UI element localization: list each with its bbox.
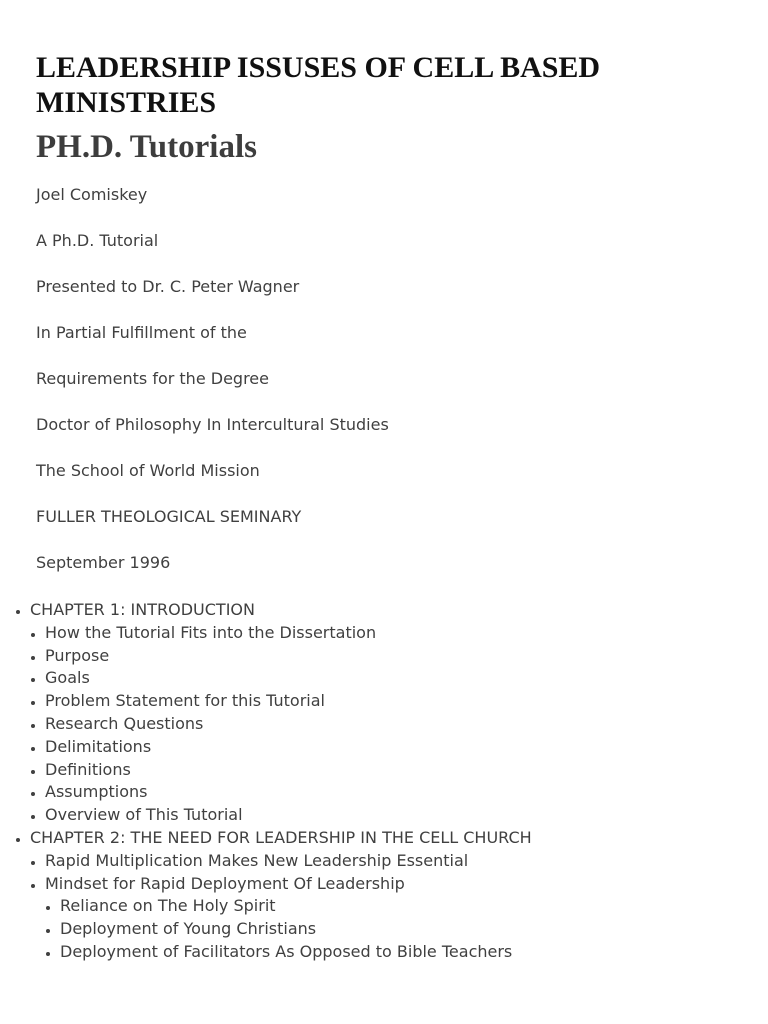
- toc-chapter-2-sections: [30, 850, 732, 964]
- toc-item[interactable]: • Research Questions: [45, 713, 732, 736]
- toc-item-label[interactable]: Mindset for Rapid Deployment Of Leadership: [45, 873, 405, 893]
- toc-subsections: [45, 895, 732, 963]
- table-of-contents: [0, 599, 732, 964]
- toc-item[interactable]: • Problem Statement for this Tutorial: [45, 690, 732, 713]
- toc-item[interactable]: • Purpose: [45, 645, 732, 668]
- toc-chapter-1-label[interactable]: CHAPTER 1: INTRODUCTION: [30, 600, 255, 619]
- document-title: LEADERSHIP ISSUSES OF CELL BASED MINISTRIES: [36, 51, 601, 119]
- document-type: A Ph.D. Tutorial: [36, 231, 159, 250]
- toc-item[interactable]: • Rapid Multiplication Makes New Leadership Essential: [45, 850, 732, 873]
- document-subtitle: PH.D. Tutorials: [36, 129, 257, 165]
- requirements-line: Requirements for the Degree: [36, 369, 269, 388]
- toc-chapter-2[interactable]: [30, 827, 732, 964]
- fulfillment-line: In Partial Fulfillment of the: [36, 323, 247, 342]
- toc-item[interactable]: • Assumptions: [45, 781, 732, 804]
- toc-chapter-1-sections: [30, 622, 732, 827]
- toc-item[interactable]: • How the Tutorial Fits into the Dissertation: [45, 622, 732, 645]
- toc-chapter-2-label[interactable]: CHAPTER 2: THE NEED FOR LEADERSHIP IN THE CELL CHURCH: [30, 827, 532, 847]
- document-date: September 1996: [36, 553, 171, 572]
- toc-subitem[interactable]: • Deployment of Young Christians: [60, 918, 732, 941]
- toc-subitem[interactable]: • Deployment of Facilitators As Opposed to Bible Teachers: [60, 941, 732, 964]
- toc-chapter-1[interactable]: [30, 599, 732, 827]
- toc-item-with-subsections[interactable]: [45, 873, 732, 964]
- toc-subitem[interactable]: • Reliance on The Holy Spirit: [60, 895, 732, 918]
- presented-to: Presented to Dr. C. Peter Wagner: [36, 277, 300, 296]
- degree-name: Doctor of Philosophy In Intercultural Studies: [36, 415, 389, 434]
- toc-item[interactable]: • Definitions: [45, 759, 732, 782]
- seminary-name: FULLER THEOLOGICAL SEMINARY: [36, 507, 302, 526]
- author-name: Joel Comiskey: [36, 185, 148, 204]
- school-name: The School of World Mission: [36, 461, 260, 480]
- toc-item[interactable]: • Goals: [45, 667, 732, 690]
- toc-item[interactable]: • Overview of This Tutorial: [45, 804, 732, 827]
- toc-item[interactable]: • Delimitations: [45, 736, 732, 759]
